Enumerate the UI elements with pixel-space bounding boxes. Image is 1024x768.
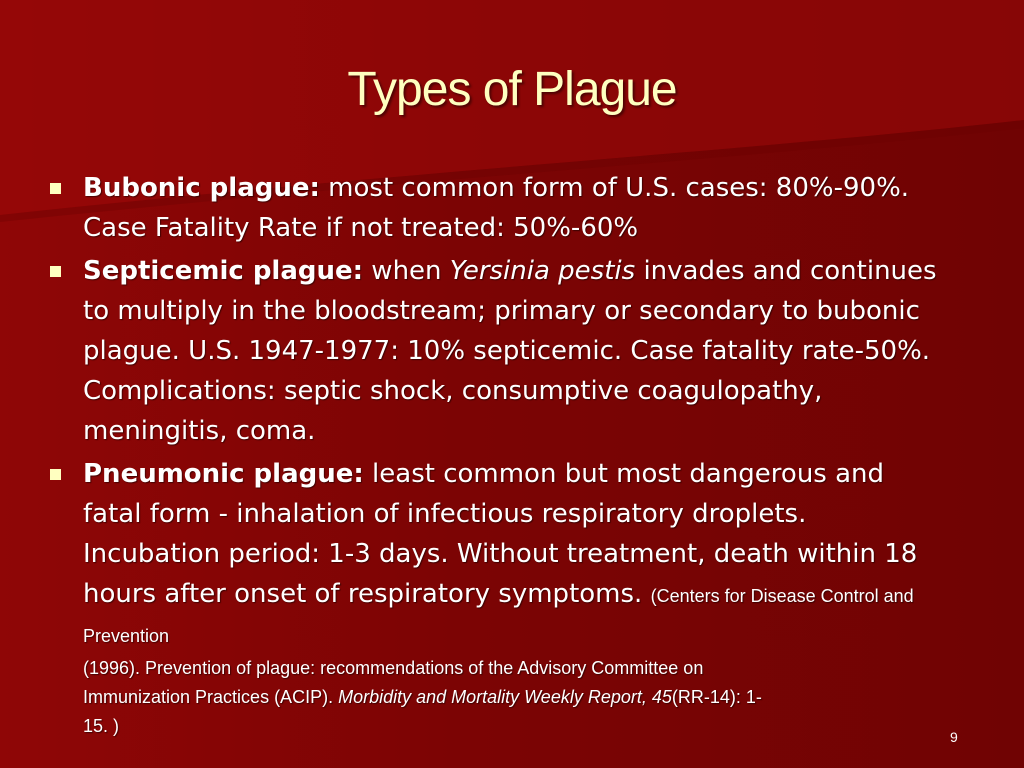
citation (83, 586, 948, 741)
citation-line: (1996). Prevention of plague: recommendations of the Advisory Committee on (83, 658, 704, 678)
square-bullet-icon (50, 469, 61, 480)
square-bullet-icon (50, 183, 61, 194)
organism-name: Yersinia pestis (449, 256, 636, 286)
bullet-text: invades and continues to multiply in the bloodstream; primary or secondary to bubonic plague. U.S. 1947-1977: 10% septicemic. Case fatality rate-50%. Complications: septic shock, consumptive coagulopathy, meningitis, coma. (83, 256, 937, 446)
bullet-item-septicemic (48, 251, 948, 451)
slide-title: Types of Plague (347, 63, 677, 116)
bullet-text: most common form of U.S. cases: 80%-90%. Case Fatality Rate if not treated: 50%-60% (83, 173, 910, 243)
journal-name: Morbidity and Mortality Weekly Report, 45 (338, 687, 672, 707)
bullet-lead: Septicemic plague: (83, 256, 364, 286)
bullet-item-bubonic (48, 168, 948, 248)
bullet-text: when (363, 256, 450, 286)
bullet-lead: Bubonic plague: (83, 173, 320, 203)
page-number: 9 (950, 729, 958, 745)
bullet-list (48, 168, 948, 744)
citation-line (83, 683, 948, 712)
citation-text: Immunization Practices (ACIP). (83, 687, 339, 707)
bullet-item-pneumonic (48, 454, 948, 741)
citation-line: 15. ) (83, 716, 120, 736)
bullet-text: least common but most dangerous and fatal form - inhalation of infectious respiratory droplets. Incubation period: 1-3 days. Without treatment, death within 18 hours after onset of respiratory symptoms. (83, 459, 918, 609)
citation-text: (RR-14): 1- (671, 687, 762, 707)
citation-line: (Centers for Disease Control and Prevention (83, 586, 914, 646)
bullet-lead: Pneumonic plague: (83, 459, 364, 489)
square-bullet-icon (50, 266, 61, 277)
